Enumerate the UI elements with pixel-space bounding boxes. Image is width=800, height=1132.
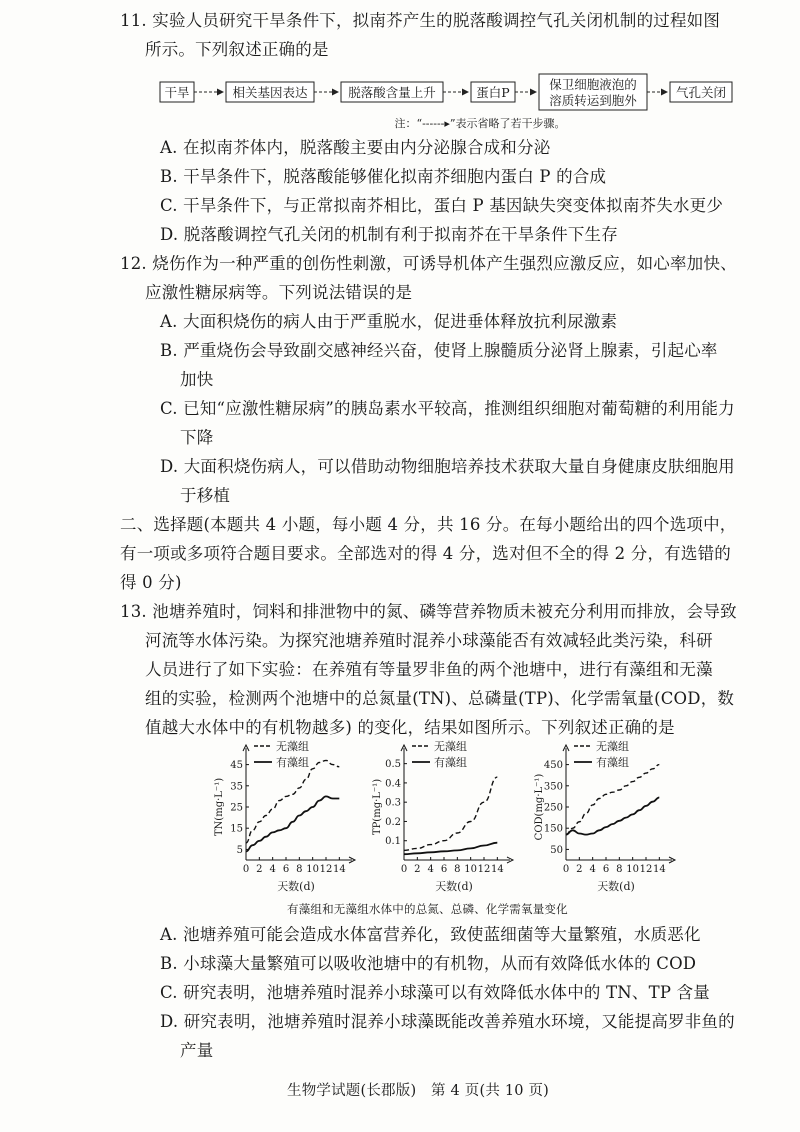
x-tick-label: 6 [440,864,448,875]
cod-chart [530,740,680,900]
x-tick-label: 8 [296,864,303,875]
q13-option-b: B. 小球藻大量繁殖可以吸收池塘中的有机物，从而有效降低水体的 COD [160,954,697,973]
x-tick-label: 0 [400,864,408,875]
x-tick-label: 6 [282,864,290,875]
y-tick-label: 350 [543,781,563,793]
series-no-algae-line [246,760,339,843]
x-tick-label: 2 [414,864,421,875]
q13-stem-line-1: 13. 池塘养殖时，饲料和排泄物中的氮、磷等营养物质未被充分利用而排放，会导致 [120,602,737,621]
x-tick-label: 0 [242,864,250,875]
x-tick-label: 12 [639,864,653,875]
flow-node-gene-expression [226,82,314,102]
y-tick-label: 25 [230,802,243,814]
q12-option-a: A. 大面积烧伤的病人由于严重脱水，促进垂体释放抗利尿激素 [160,312,618,331]
series-no-algae-line [404,777,497,850]
series-algae-line [566,798,659,835]
q13-stem-line-5: 值越大水体中的有机物越多) 的变化，结果如图所示。下列叙述正确的是 [145,718,675,737]
q13-option-d-line-2: 产量 [180,1041,214,1060]
page-footer: 生物学试题(长郡版) 第 4 页(共 10 页) [287,1083,550,1099]
x-tick-label: 0 [562,864,570,875]
q11-option-b: B. 干旱条件下，脱落酸能够催化拟南芥细胞内蛋白 P 的合成 [160,167,607,186]
y-axis-label: TP(mg·L⁻¹) [372,778,383,836]
x-axis-label: 天数(d) [597,880,635,893]
q13-option-a: A. 池塘养殖可能会造成水体富营养化，致使蓝细菌等大量繁殖，水质恶化 [160,925,701,944]
q12-stem-line-2: 应激性糖尿病等。下列说法错误的是 [145,283,413,302]
q11-option-c: C. 干旱条件下，与正常拟南芥相比，蛋白 P 基因缺失突变体拟南芥失水更少 [160,196,724,215]
legend-label: 有藻组 [596,756,629,769]
q12-option-c-line-1: C. 已知“应激性糖尿病”的胰岛素水平较高，推测组织细胞对葡萄糖的利用能力 [160,399,735,418]
q13-stem-line-2: 河流等水体污染。为探究池塘养殖时混养小球藻能否有效减轻此类污染，科研 [145,631,713,650]
flow-node-stomata-close-label: 气孔关闭 [675,85,727,100]
y-tick-label: 150 [543,823,563,835]
x-tick-label: 14 [490,864,504,875]
y-tick-label: 45 [230,760,243,772]
q11-flow-diagram [150,72,740,134]
flow-node-protein-p [471,82,515,102]
q13-figure-caption: 有藻组和无藻组水体中的总氮、总磷、化学需氧量变化 [287,902,568,916]
q12-option-c-line-2: 下降 [180,428,214,447]
y-tick-label: 50 [550,844,563,856]
q12-option-b-line-1: B. 严重烧伤会导致副交感神经兴奋，使肾上腺髓质分泌肾上腺素，引起心率 [160,341,718,360]
x-tick-label: 8 [616,864,623,875]
series-algae-line [246,796,339,851]
x-tick-label: 2 [256,864,263,875]
q13-stem-line-4: 组的实验，检测两个池塘中的总氮量(TN)、总磷量(TP)、化学需氧量(COD，数 [145,689,735,708]
x-tick-label: 6 [602,864,610,875]
flow-node-aba-rise-label: 脱落酸含量上升 [348,85,436,100]
y-axis-label: TN(mg·L⁻¹) [214,777,225,837]
section-2-line-3: 得 0 分) [120,573,182,592]
x-tick-label: 14 [652,864,666,875]
x-tick-label: 8 [454,864,461,875]
flow-node-solute-transport-line-1: 保卫细胞液泡的 [549,77,637,92]
legend-label: 有藻组 [434,756,467,769]
q12-option-d-line-2: 于移植 [180,486,231,505]
tp-chart [368,740,518,900]
q11-option-a: A. 在拟南芥体内，脱落酸主要由内分泌腺合成和分泌 [160,138,551,157]
x-tick-label: 4 [269,864,276,875]
section-2-line-1: 二、选择题(本题共 4 小题，每小题 4 分，共 16 分。在每小题给出的四个选项中， [120,515,737,534]
x-axis-label: 天数(d) [277,880,315,893]
x-tick-label: 12 [477,864,491,875]
x-tick-label: 14 [332,864,346,875]
legend-label: 无藻组 [276,740,309,753]
y-tick-label: 450 [543,760,563,772]
q11-stem-line-1: 11. 实验人员研究干旱条件下，拟南芥产生的脱落酸调控气孔关闭机制的过程如图 [120,11,721,30]
legend-label: 无藻组 [596,740,629,753]
y-tick-label: 0.4 [385,778,401,790]
y-tick-label: 0.2 [385,816,401,828]
q13-stem-line-3: 人员进行了如下实验：在养殖有等量罗非鱼的两个池塘中，进行有藻组和无藻 [145,660,713,679]
flow-node-drought-label: 干旱 [164,85,190,100]
y-tick-label: 15 [230,823,243,835]
flow-node-stomata-close [670,82,732,102]
flow-node-solute-transport-line-2: 溶质转运到胞外 [549,93,637,108]
legend-label: 无藻组 [434,740,467,753]
section-2-line-2: 有一项或多项符合题目要求。全部选对的得 4 分，选对但不全的得 2 分，有选错的 [120,544,731,563]
x-tick-label: 12 [319,864,333,875]
y-axis-label: COD(mg·L⁻¹) [534,773,545,841]
y-tick-label: 35 [230,781,243,793]
y-tick-label: 250 [543,802,563,814]
x-tick-label: 10 [464,864,478,875]
x-tick-label: 10 [306,864,320,875]
x-tick-label: 4 [589,864,596,875]
flow-node-gene-expression-label: 相关基因表达 [232,85,308,100]
x-tick-label: 4 [427,864,434,875]
q12-stem-line-1: 12. 烧伤作为一种严重的创伤性刺激，可诱导机体产生强烈应激反应，如心率加快、 [120,254,737,273]
x-tick-label: 10 [626,864,640,875]
flow-note: 注：“------▸”表示省略了若干步骤。 [394,117,566,130]
x-tick-label: 2 [576,864,583,875]
y-tick-label: 5 [236,844,243,856]
q13-option-d-line-1: D. 研究表明，池塘养殖时混养小球藻既能改善养殖水环境，又能提高罗非鱼的 [160,1012,735,1031]
q13-option-c: C. 研究表明，池塘养殖时混养小球藻可以有效降低水体中的 TN、TP 含量 [160,983,710,1002]
series-algae-line [404,843,497,855]
legend-label: 有藻组 [276,756,309,769]
y-tick-label: 0.5 [385,759,401,771]
flow-node-aba-rise [341,82,443,102]
y-tick-label: 0.3 [385,797,401,809]
q12-option-d-line-1: D. 大面积烧伤病人，可以借助动物细胞培养技术获取大量自身健康皮肤细胞用 [160,457,735,476]
x-axis-label: 天数(d) [435,880,473,893]
q11-stem-line-2: 所示。下列叙述正确的是 [145,40,329,59]
flow-node-drought [160,82,194,102]
y-tick-label: 0.1 [385,836,401,848]
flow-node-protein-p-label: 蛋白P [476,85,510,100]
q12-option-b-line-2: 加快 [180,370,214,389]
flow-node-solute-transport [539,74,647,110]
tn-chart [210,740,360,900]
q11-option-d: D. 脱落酸调控气孔关闭的机制有利于拟南芥在干旱条件下生存 [160,225,618,244]
